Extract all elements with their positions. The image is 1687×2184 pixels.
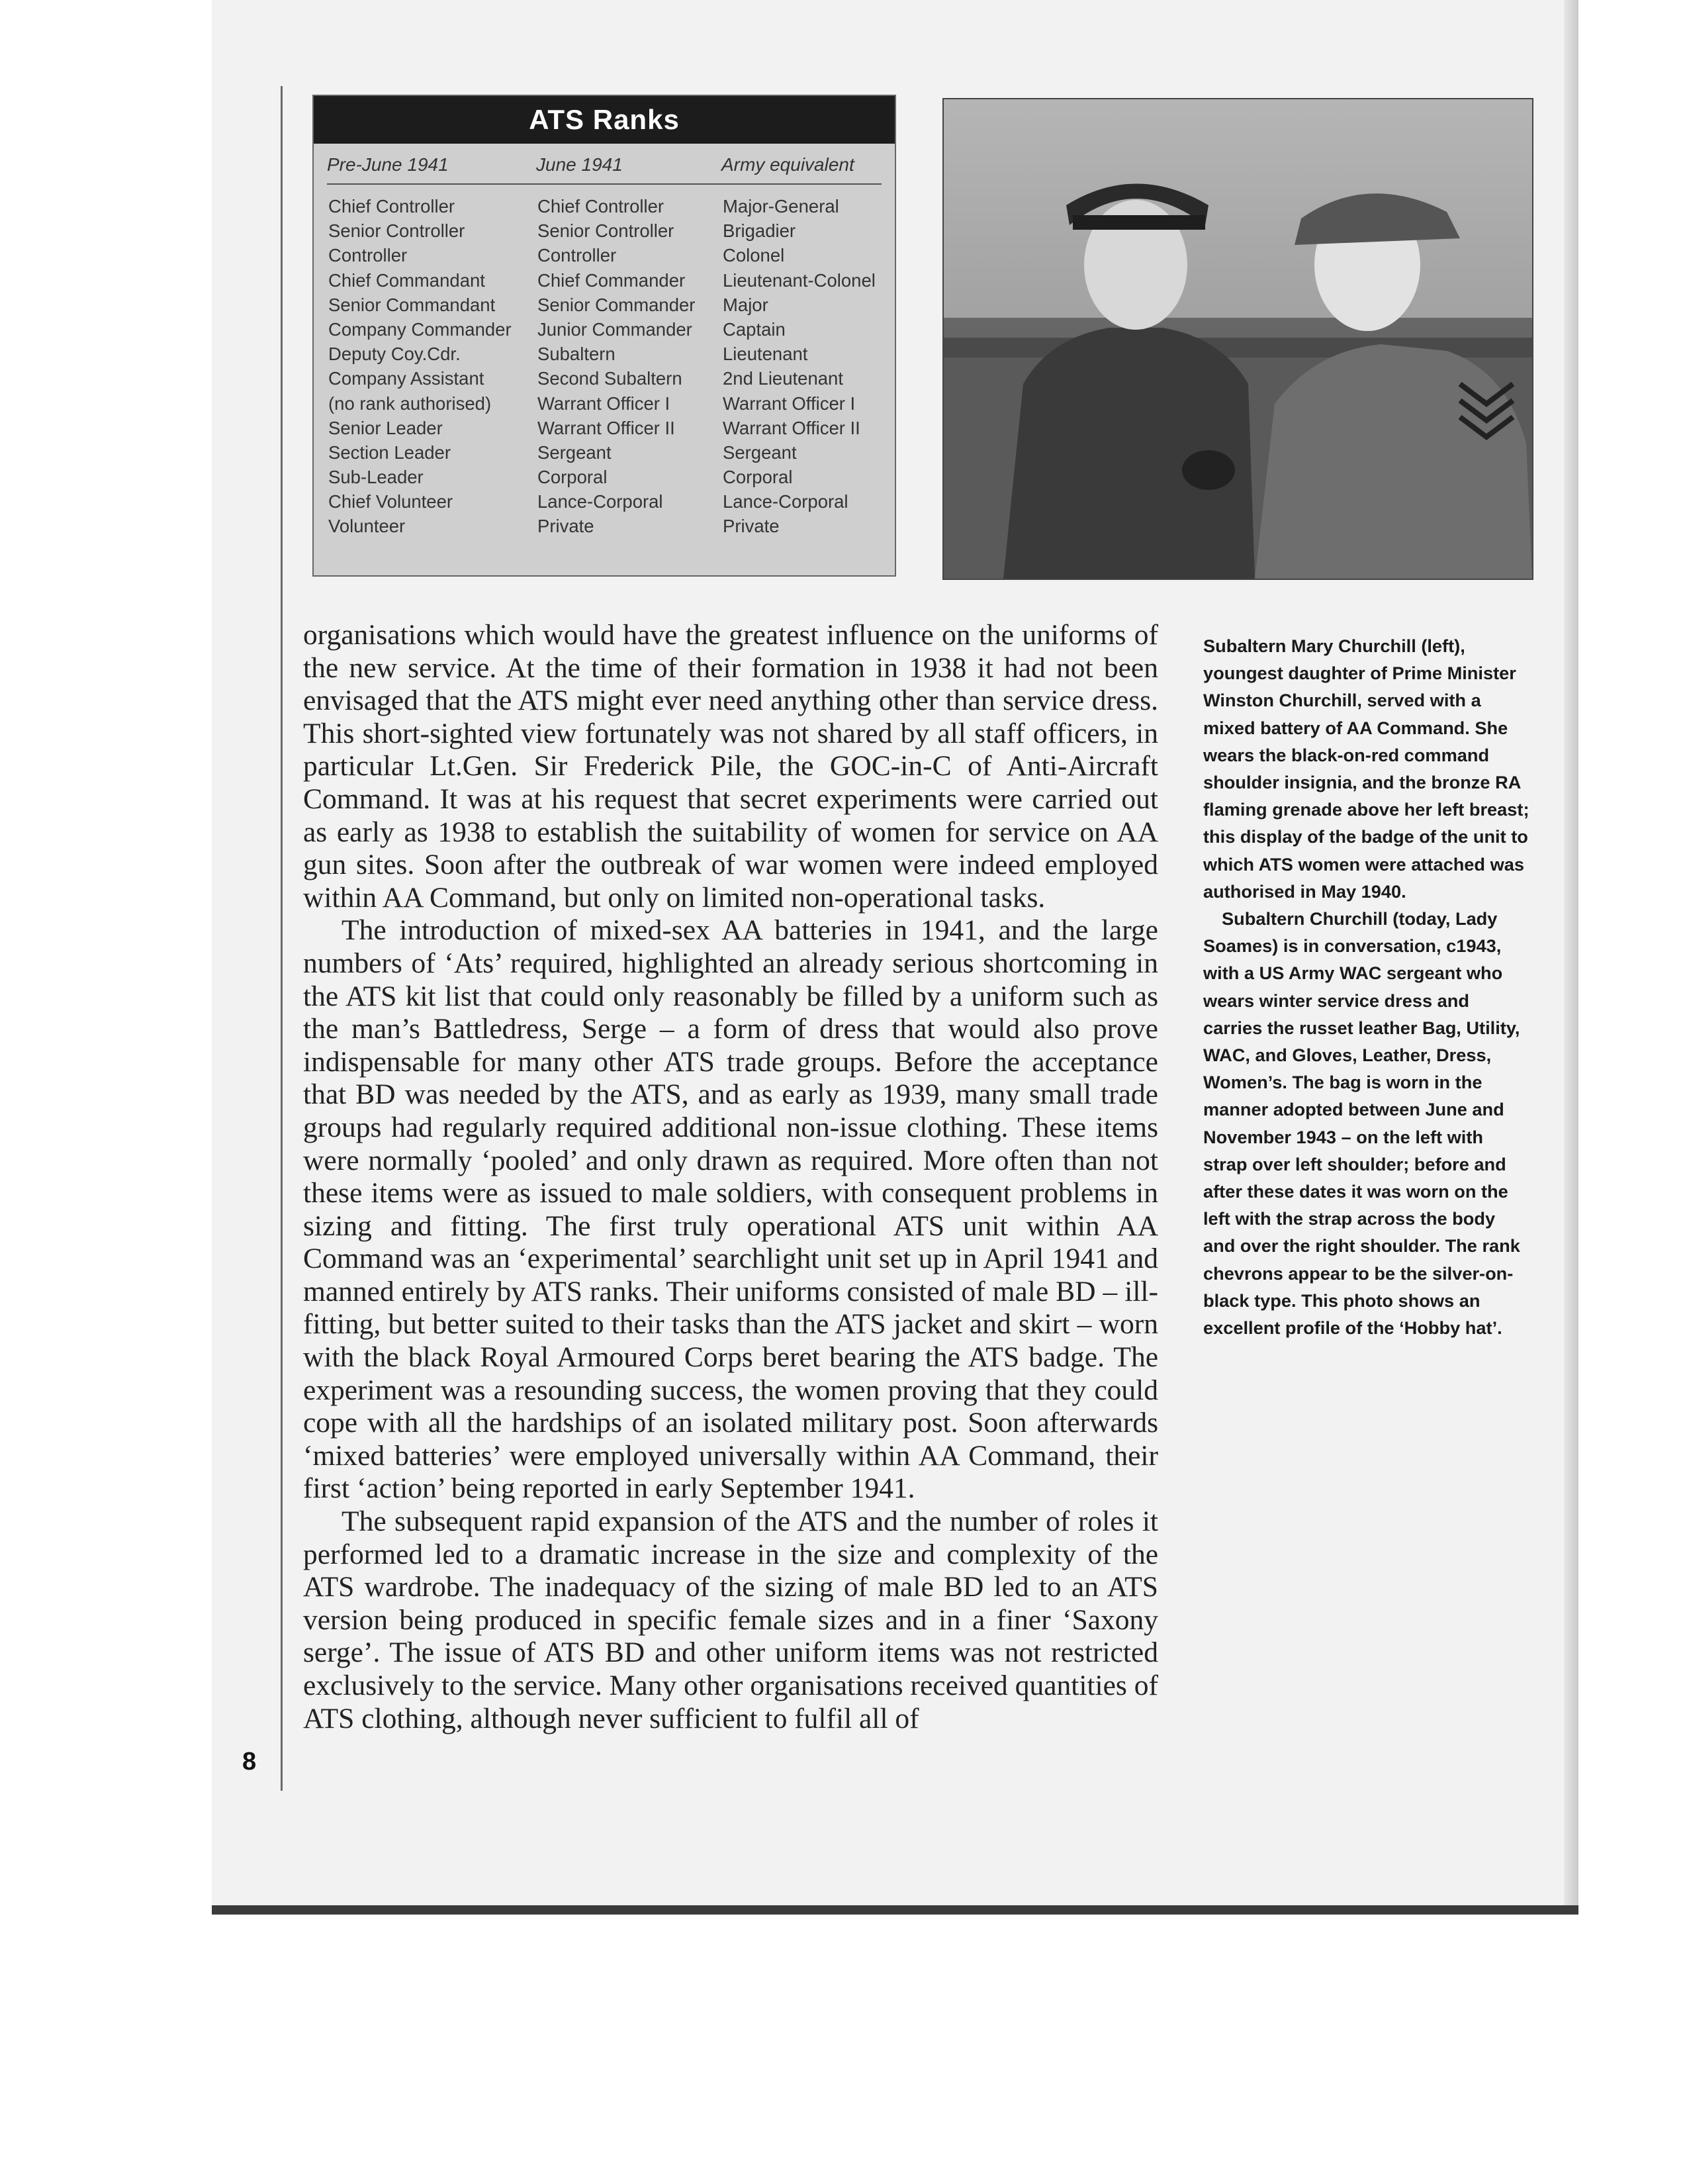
rank-cell: Major [723, 294, 768, 315]
rank-cell: Chief Controller [328, 196, 455, 216]
caption-paragraph-1: Subaltern Mary Churchill (left), youngest daughter of Prime Minister Winston Churchill, served with a mixed battery of AA Command. She wears the black-on-red command shoulder insignia, and the bronze RA flaming grenade above her left breast; this display of the badge of the unit to which ATS women were attached was authorised in May 1940. [1203, 636, 1529, 902]
rank-cell: Sergeant [537, 442, 612, 463]
photo-churchill-and-wac-sergeant [942, 98, 1533, 580]
header-army-equivalent: Army equivalent [721, 154, 854, 175]
rank-cell: Sub-Leader [328, 467, 424, 488]
ranks-table-header [327, 144, 882, 185]
rank-cell: Chief Controller [537, 196, 664, 216]
column-army-equivalent [723, 194, 876, 539]
rank-cell: Controller [328, 245, 408, 266]
rank-cell: Warrant Officer II [723, 417, 860, 438]
rank-cell: Second Subaltern [537, 368, 682, 389]
page-bottom-edge [212, 1905, 1578, 1915]
rank-cell: Brigadier [723, 220, 796, 242]
rank-cell: Section Leader [328, 442, 451, 463]
rank-cell: 2nd Lieutenant [723, 368, 843, 389]
rank-cell: Warrant Officer II [537, 417, 675, 438]
rank-cell: Company Assistant [328, 368, 484, 389]
rank-cell: Warrant Officer I [723, 393, 856, 414]
ats-ranks-table [312, 95, 896, 577]
rank-cell: Senior Controller [328, 220, 465, 242]
rank-cell: Volunteer [328, 516, 406, 537]
rank-cell: Captain [723, 318, 786, 340]
rank-cell: Colonel [723, 245, 785, 266]
rank-cell: Warrant Officer I [537, 393, 670, 414]
rank-cell: Lance-Corporal [537, 491, 663, 512]
rank-cell: Senior Commandant [328, 294, 496, 315]
rank-cell: Senior Leader [328, 417, 443, 438]
page-number: 8 [242, 1748, 257, 1776]
photo-illustration [944, 99, 1532, 579]
ranks-table-title: ATS Ranks [314, 96, 895, 144]
rank-cell: Company Commander [328, 318, 512, 340]
rank-cell: Lieutenant [723, 344, 808, 365]
rank-cell: Sergeant [723, 442, 797, 463]
rank-cell: Chief Commander [537, 269, 686, 291]
rank-cell: Senior Commander [537, 294, 696, 315]
rank-cell: (no rank authorised) [328, 393, 492, 414]
body-text [303, 619, 1158, 1735]
rank-cell: Deputy Coy.Cdr. [328, 344, 461, 365]
body-paragraph-1: organisations which would have the greatest influence on the uniforms of the new service. At the time of their formation in 1938 it had not been envisaged that the ATS might ever need anything other than service dress. This short-sighted view fortunately was not shared by all staff officers, in particular Lt.Gen. Sir Frederick Pile, the GOC-in-C of Anti-Aircraft Command. It was at his request that secret experiments were carried out as early as 1938 to establish the suitability of women for service on AA gun sites. Soon after the outbreak of war women were indeed employed within AA Command, but only on limited non-operational tasks. [303, 619, 1158, 914]
rank-cell: Chief Commandant [328, 269, 485, 291]
column-june-1941 [537, 194, 695, 539]
rank-cell: Private [723, 516, 780, 537]
caption-paragraph-2: Subaltern Churchill (today, Lady Soames) is in conversation, c1943, with a US Army WAC sergeant who wears winter service dress and carries the russet leather Bag, Utility, WAC, and Gloves, Leather, Dress, Women’s. The bag is worn in the manner adopted between June and November 1943 – on the left with strap over left shoulder; before and after these dates it was worn on the left with the strap across the body and over the right shoulder. The rank chevrons appear to be the silver-on-black type. This photo shows an excellent profile of the ‘Hobby hat’. [1203, 908, 1520, 1339]
page-spine-shadow [1564, 0, 1578, 1910]
rank-cell: Private [537, 516, 594, 537]
body-paragraph-3: The subsequent rapid expansion of the ATS and the number of roles it performed led to a dramatic increase in the size and complexity of the ATS wardrobe. The inadequacy of the sizing of male BD led to an ATS version being produced in specific female sizes and in a finer ‘Saxony serge’. The issue of ATS BD and other uniform items was not restricted exclusively to the service. Many other organisations received quantities of ATS clothing, although never sufficient to fulfil all of [303, 1505, 1158, 1734]
rank-cell: Chief Volunteer [328, 491, 453, 512]
photo-caption [1203, 632, 1531, 1341]
header-june-1941: June 1941 [536, 154, 623, 175]
rank-cell: Lieutenant-Colonel [723, 269, 876, 291]
margin-rule [281, 86, 283, 1791]
rank-cell: Junior Commander [537, 318, 692, 340]
rank-cell: Subaltern [537, 344, 616, 365]
rank-cell: Controller [537, 245, 617, 266]
header-pre-june-1941: Pre-June 1941 [327, 154, 449, 175]
body-paragraph-2: The introduction of mixed-sex AA batteries in 1941, and the large numbers of ‘Ats’ required, highlighted an already serious shortcoming in the ATS kit list that could only reasonably be filled by a uniform such as the man’s Battledress, Serge – a form of dress that would also prove indispensable for many other ATS trade groups. Before the acceptance that BD was needed by the ATS, and as early as 1939, many small trade groups had regularly required additional non-issue clothing. These items were normally ‘pooled’ and only drawn as required. More often than not these items were as issued to male soldiers, with consequent problems in sizing and fitting. The first truly operational ATS unit within AA Command was an ‘experimental’ searchlight unit set up in April 1941 and manned entirely by ATS ranks. Their uniforms consisted of male BD – ill-fitting, but better suited to their tasks than the ATS jacket and skirt – worn with the black Royal Armoured Corps beret bearing the ATS badge. The experiment was a resounding success, the women proving that they could cope with all the hardships of an isolated military post. Soon afterwards ‘mixed batteries’ were employed universally within AA Command, their first ‘action’ being reported in early September 1941. [303, 914, 1158, 1505]
rank-cell: Lance-Corporal [723, 491, 848, 512]
rank-cell: Major-General [723, 196, 839, 216]
rank-cell: Corporal [723, 467, 793, 488]
column-pre-june-1941 [328, 194, 512, 539]
rank-cell: Senior Controller [537, 220, 674, 242]
rank-cell: Corporal [537, 467, 608, 488]
